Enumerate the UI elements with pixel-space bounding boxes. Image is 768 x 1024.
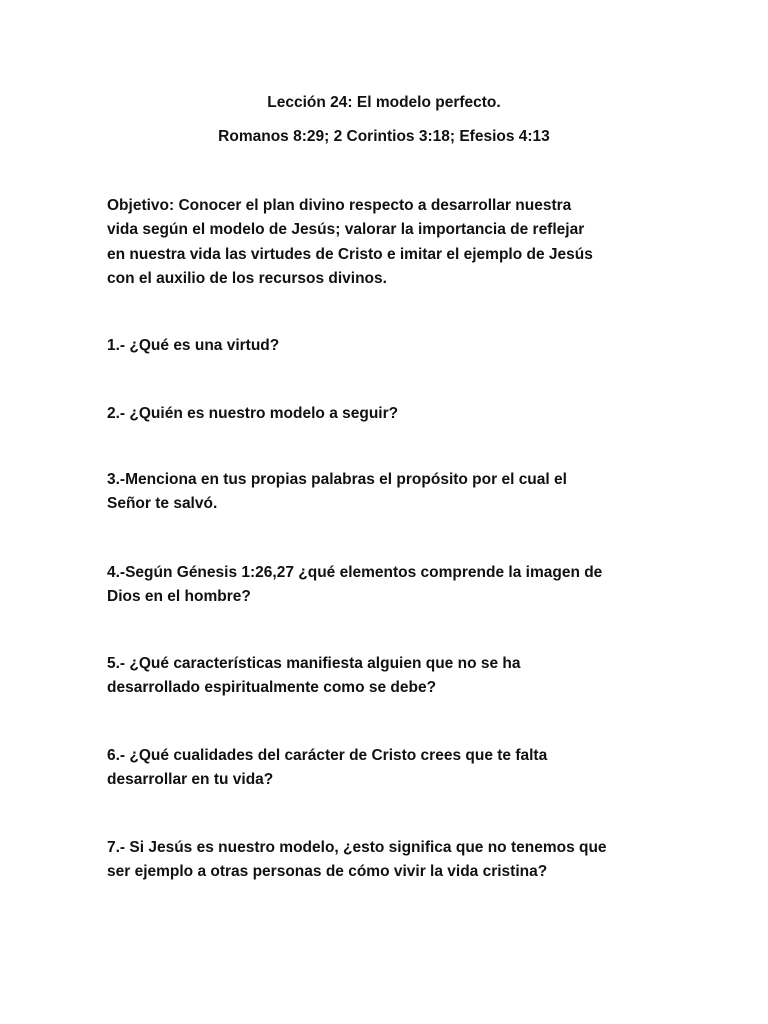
question-line: 2.- ¿Quién es nuestro modelo a seguir?: [107, 405, 399, 422]
question-line: 3.-Menciona en tus propias palabras el propósito por el cual el: [107, 471, 567, 488]
question-line: desarrollar en tu vida?: [107, 771, 274, 789]
question-line: 6.- ¿Qué cualidades del carácter de Cristo crees que te falta: [107, 747, 548, 764]
objective-line: con el auxilio de los recursos divinos.: [107, 269, 387, 287]
question-line: 5.- ¿Qué características manifiesta alguien que no se ha: [107, 655, 521, 672]
objective-line: Objetivo: Conocer el plan divino respecto a desarrollar nuestra: [107, 197, 572, 214]
question-line: 7.- Si Jesús es nuestro modelo, ¿esto significa que no tenemos que: [107, 839, 607, 856]
question-3: [107, 468, 677, 517]
question-4: [107, 561, 677, 610]
lesson-title: Lección 24: El modelo perfecto.: [267, 94, 501, 111]
question-line: 1.- ¿Qué es una virtud?: [107, 337, 280, 354]
question-line: Dios en el hombre?: [107, 588, 251, 606]
question-line: Señor te salvó.: [107, 495, 218, 513]
question-line: desarrollado espiritualmente como se debe?: [107, 679, 437, 697]
scripture-references: Romanos 8:29; 2 Corintios 3:18; Efesios 4:13: [218, 128, 550, 145]
question-5: [107, 652, 677, 701]
objective-line: en nuestra vida las virtudes de Cristo e imitar el ejemplo de Jesús: [107, 245, 593, 263]
objective-paragraph: [107, 194, 667, 291]
question-7: [107, 836, 677, 885]
objective-line: vida según el modelo de Jesús; valorar la importancia de reflejar: [107, 221, 585, 239]
question-line: 4.-Según Génesis 1:26,27 ¿qué elementos comprende la imagen de: [107, 564, 603, 581]
question-2: [107, 402, 677, 426]
question-line: ser ejemplo a otras personas de cómo vivir la vida cristina?: [107, 863, 548, 881]
question-1: [107, 334, 677, 358]
question-6: [107, 744, 677, 793]
